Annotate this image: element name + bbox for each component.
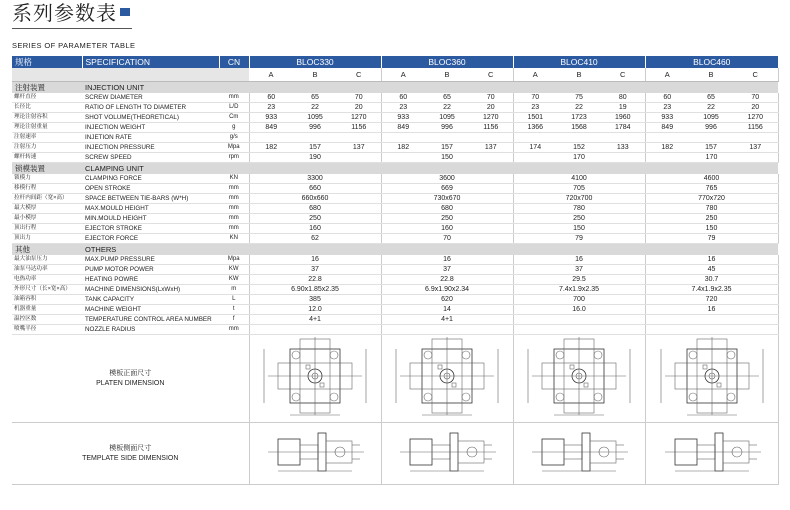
table-cell-value (557, 133, 601, 143)
section-title-zh: 注射装置 (12, 82, 82, 94)
header-model-bloc360: BLOC360 (381, 56, 513, 68)
row-unit: mm (219, 184, 249, 194)
table-cell-value (381, 325, 513, 335)
variant-label-a: A (249, 68, 293, 82)
row-label-en: TEMPERATURE CONTROL AREA NUMBER (82, 315, 219, 325)
table-cell-value: 137 (337, 143, 381, 153)
table-cell-value (513, 133, 557, 143)
table-cell-value: 16 (513, 255, 645, 265)
row-unit: f (219, 315, 249, 325)
table-cell-value: 37 (513, 265, 645, 275)
template-side-row-drawing (513, 423, 645, 485)
variant-label-c: C (337, 68, 381, 82)
table-cell-value: 720x700 (513, 194, 645, 204)
table-row (12, 93, 778, 103)
table-cell-value (513, 315, 645, 325)
table-cell-value: 4+1 (381, 315, 513, 325)
table-cell-value (249, 133, 293, 143)
header-model-bloc460: BLOC460 (645, 56, 778, 68)
variant-blank-cell (219, 68, 249, 82)
template-side-row-drawing (645, 423, 778, 485)
table-cell-value: 65 (689, 93, 733, 103)
table-cell-value (337, 133, 381, 143)
row-unit: Mpa (219, 255, 249, 265)
table-cell-value: 849 (645, 123, 689, 133)
row-unit: mm (219, 194, 249, 204)
row-label-en: INJECTION PRESSURE (82, 143, 219, 153)
row-unit: L/D (219, 103, 249, 113)
table-cell-value: 170 (645, 153, 778, 163)
table-cell-value: 250 (249, 214, 381, 224)
row-unit: Mpa (219, 143, 249, 153)
table-cell-value: 780 (645, 204, 778, 214)
row-label-zh: 温控区数 (12, 315, 82, 325)
table-cell-value: 16 (645, 255, 778, 265)
row-unit: L (219, 295, 249, 305)
table-cell-value (689, 133, 733, 143)
variant-label-c: C (601, 68, 645, 82)
table-row (12, 184, 778, 194)
variant-blank-cell (82, 68, 219, 82)
variant-blank-cell (12, 68, 82, 82)
platen-dimension-row-label (12, 335, 249, 423)
row-unit: m (219, 285, 249, 295)
table-cell-value: 160 (249, 224, 381, 234)
template-side-row-label-zh: 模板侧面尺寸 (109, 444, 152, 452)
platen-dimension-row (12, 335, 778, 423)
row-unit: mm (219, 224, 249, 234)
section-injection (12, 82, 778, 94)
table-cell-value: 70 (469, 93, 513, 103)
table-row (12, 194, 778, 204)
table-cell-value: 849 (249, 123, 293, 133)
page-title: 系列参数表 (12, 3, 117, 25)
row-label-zh: 锁模力 (12, 174, 82, 184)
table-cell-value: 1960 (601, 113, 645, 123)
table-cell-value: 933 (645, 113, 689, 123)
table-cell-value: 22 (293, 103, 337, 113)
table-cell-value: 65 (293, 93, 337, 103)
row-label-en: MIN.MOULD HEIGHT (82, 214, 219, 224)
row-label-en: MAX.PUMP PRESSURE (82, 255, 219, 265)
row-label-zh: 油泵马达功率 (12, 265, 82, 275)
table-row (12, 275, 778, 285)
header-model-bloc330: BLOC330 (249, 56, 381, 68)
table-cell-value: 1270 (337, 113, 381, 123)
section-title-en: INJECTION UNIT (82, 82, 778, 94)
row-unit: mm (219, 214, 249, 224)
table-cell-value (601, 133, 645, 143)
table-cell-value: 157 (689, 143, 733, 153)
variant-label-a: A (381, 68, 425, 82)
table-cell-value (293, 133, 337, 143)
row-unit: t (219, 305, 249, 315)
table-cell-value: 6.9x1.90x2.34 (381, 285, 513, 295)
table-cell-value: 23 (381, 103, 425, 113)
table-cell-value: 1723 (557, 113, 601, 123)
row-unit: KW (219, 265, 249, 275)
table-cell-value: 620 (381, 295, 513, 305)
table-cell-value (513, 325, 645, 335)
section-clamping (12, 163, 778, 175)
table-cell-value (733, 133, 778, 143)
platen-dimension-row-drawing (381, 335, 513, 423)
platen-dimension-row-drawing (513, 335, 645, 423)
header-specification: SPECIFICATION (82, 56, 219, 68)
table-cell-value: 150 (513, 224, 645, 234)
table-cell-value: 14 (381, 305, 513, 315)
table-cell-value: 22.8 (381, 275, 513, 285)
table-cell-value (645, 315, 778, 325)
table-cell-value: 7.4x1.9x2.35 (645, 285, 778, 295)
table-row (12, 255, 778, 265)
table-cell-value: 174 (513, 143, 557, 153)
table-cell-value: 700 (513, 295, 645, 305)
variant-label-a: A (645, 68, 689, 82)
table-row (12, 133, 778, 143)
platen-dimension-row-label-en: PLATEN DIMENSION (96, 379, 165, 387)
table-cell-value: 4+1 (249, 315, 381, 325)
platen-dimension-row-drawing (249, 335, 381, 423)
table-cell-value: 80 (601, 93, 645, 103)
table-row (12, 295, 778, 305)
table-cell-value: 705 (513, 184, 645, 194)
table-cell-value (381, 133, 425, 143)
table-cell-value: 1095 (689, 113, 733, 123)
table-cell-value: 60 (645, 93, 689, 103)
table-cell-value: 730x670 (381, 194, 513, 204)
table-cell-value: 660 (249, 184, 381, 194)
table-cell-value: 70 (337, 93, 381, 103)
table-cell-value: 60 (249, 93, 293, 103)
row-label-zh: 螺杆转速 (12, 153, 82, 163)
row-label-en: MAX.MOULD HEIGHT (82, 204, 219, 214)
row-label-en: PUMP MOTOR POWER (82, 265, 219, 275)
row-label-en: NOZZLE RADIUS (82, 325, 219, 335)
table-cell-value: 150 (381, 153, 513, 163)
row-unit: KW (219, 275, 249, 285)
table-cell-value: 1095 (425, 113, 469, 123)
table-cell-value: 45 (645, 265, 778, 275)
table-cell-value: 29.5 (513, 275, 645, 285)
table-cell-value: 137 (733, 143, 778, 153)
row-label-zh: 注射压力 (12, 143, 82, 153)
table-row (12, 325, 778, 335)
table-cell-value: 996 (689, 123, 733, 133)
table-cell-value: 16.0 (513, 305, 645, 315)
row-label-zh: 外形尺寸（长×宽×高） (12, 285, 82, 295)
table-cell-value: 65 (425, 93, 469, 103)
table-cell-value: 133 (601, 143, 645, 153)
table-cell-value: 70 (513, 93, 557, 103)
table-cell-value: 4600 (645, 174, 778, 184)
table-cell-value: 70 (733, 93, 778, 103)
row-label-zh: 移模行程 (12, 184, 82, 194)
table-cell-value: 20 (733, 103, 778, 113)
table-cell-value (645, 133, 689, 143)
table-row (12, 265, 778, 275)
table-cell-value: 20 (337, 103, 381, 113)
row-unit: g/s (219, 133, 249, 143)
table-cell-value: 152 (557, 143, 601, 153)
parameter-table (12, 56, 779, 485)
row-label-en: SHOT VOLUME(THEORETICAL) (82, 113, 219, 123)
row-label-zh: 理论注射容积 (12, 113, 82, 123)
table-cell-value: 157 (293, 143, 337, 153)
table-cell-value: 22 (689, 103, 733, 113)
platen-dimension-row-drawing (645, 335, 778, 423)
table-cell-value: 37 (381, 265, 513, 275)
table-cell-value: 23 (645, 103, 689, 113)
template-side-row (12, 423, 778, 485)
table-cell-value: 137 (469, 143, 513, 153)
table-cell-value: 12.0 (249, 305, 381, 315)
table-cell-value: 79 (513, 234, 645, 244)
table-row (12, 113, 778, 123)
table-cell-value: 1095 (293, 113, 337, 123)
table-cell-value: 1784 (601, 123, 645, 133)
table-cell-value: 4100 (513, 174, 645, 184)
table-cell-value: 23 (249, 103, 293, 113)
row-label-en: RATIO OF LENGTH TO DIAMETER (82, 103, 219, 113)
table-cell-value: 385 (249, 295, 381, 305)
table-cell-value: 250 (645, 214, 778, 224)
row-label-zh: 长径比 (12, 103, 82, 113)
row-label-zh: 螺杆直径 (12, 93, 82, 103)
table-cell-value: 669 (381, 184, 513, 194)
table-cell-value: 170 (513, 153, 645, 163)
row-label-zh: 机器重量 (12, 305, 82, 315)
row-unit: mm (219, 93, 249, 103)
table-row (12, 285, 778, 295)
table-cell-value: 22.8 (249, 275, 381, 285)
table-row (12, 123, 778, 133)
table-cell-value: 62 (249, 234, 381, 244)
row-label-zh: 电热功率 (12, 275, 82, 285)
row-unit: KN (219, 234, 249, 244)
template-side-row-label-en: TEMPLATE SIDE DIMENSION (82, 454, 179, 462)
row-label-en: EJECTOR FORCE (82, 234, 219, 244)
table-cell-value: 3300 (249, 174, 381, 184)
platen-dimension-row-label-zh: 模板正面尺寸 (109, 369, 152, 377)
header-model-bloc410: BLOC410 (513, 56, 645, 68)
row-label-zh: 油箱容积 (12, 295, 82, 305)
page-subtitle: SERIES OF PARAMETER TABLE (12, 41, 136, 50)
table-cell-value: 250 (513, 214, 645, 224)
row-label-en: TANK CAPACITY (82, 295, 219, 305)
row-unit: KN (219, 174, 249, 184)
row-unit: mm (219, 204, 249, 214)
table-header-row (12, 56, 778, 68)
variant-label-c: C (469, 68, 513, 82)
table-row (12, 224, 778, 234)
table-cell-value: 1156 (337, 123, 381, 133)
table-row (12, 103, 778, 113)
table-cell-value: 720 (645, 295, 778, 305)
variant-label-c: C (733, 68, 778, 82)
row-label-en: CLAMPING FORCE (82, 174, 219, 184)
table-cell-value: 1270 (469, 113, 513, 123)
table-row (12, 174, 778, 184)
variant-label-b: B (557, 68, 601, 82)
row-unit: g (219, 123, 249, 133)
table-cell-value: 250 (381, 214, 513, 224)
table-cell-value: 770x720 (645, 194, 778, 204)
row-label-en: SCREW DIAMETER (82, 93, 219, 103)
template-side-row-drawing (381, 423, 513, 485)
table-row (12, 234, 778, 244)
table-cell-value: 780 (513, 204, 645, 214)
table-cell-value: 1156 (469, 123, 513, 133)
table-cell-value: 996 (425, 123, 469, 133)
row-label-en: HEATING POWRE (82, 275, 219, 285)
row-label-zh: 最大模厚 (12, 204, 82, 214)
table-row (12, 315, 778, 325)
row-label-zh: 注射速率 (12, 133, 82, 143)
table-cell-value (469, 133, 513, 143)
header-cn: CN (219, 56, 249, 68)
row-label-zh: 理论注射重量 (12, 123, 82, 133)
template-side-row-drawing (249, 423, 381, 485)
table-cell-value: 20 (469, 103, 513, 113)
table-cell-value: 160 (381, 224, 513, 234)
row-label-en: MACHINE WEIGHT (82, 305, 219, 315)
variant-header-row (12, 68, 778, 82)
parameter-table-container (12, 56, 778, 485)
table-cell-value: 190 (249, 153, 381, 163)
table-cell-value: 182 (249, 143, 293, 153)
table-cell-value: 22 (425, 103, 469, 113)
row-label-zh: 顶出力 (12, 234, 82, 244)
table-cell-value: 765 (645, 184, 778, 194)
table-cell-value: 70 (381, 234, 513, 244)
table-cell-value: 849 (381, 123, 425, 133)
variant-label-a: A (513, 68, 557, 82)
table-cell-value: 30.7 (645, 275, 778, 285)
template-side-row-label (12, 423, 249, 485)
row-label-zh: 喷嘴半径 (12, 325, 82, 335)
row-label-zh: 顶出行程 (12, 224, 82, 234)
row-label-en: SCREW SPEED (82, 153, 219, 163)
table-cell-value: 680 (381, 204, 513, 214)
table-cell-value: 1366 (513, 123, 557, 133)
table-row (12, 214, 778, 224)
header-zh: 规格 (12, 56, 82, 68)
variant-label-b: B (293, 68, 337, 82)
table-cell-value: 16 (381, 255, 513, 265)
table-cell-value: 1156 (733, 123, 778, 133)
table-cell-value: 1568 (557, 123, 601, 133)
table-cell-value: 7.4x1.9x2.35 (513, 285, 645, 295)
table-row (12, 153, 778, 163)
table-cell-value: 680 (249, 204, 381, 214)
section-others (12, 244, 778, 256)
table-cell-value: 996 (293, 123, 337, 133)
row-label-zh: 拉杆内间距（宽×高） (12, 194, 82, 204)
table-cell-value: 3600 (381, 174, 513, 184)
row-label-en: EJECTOR STROKE (82, 224, 219, 234)
table-cell-value: 79 (645, 234, 778, 244)
table-cell-value: 1270 (733, 113, 778, 123)
row-label-en: INJECTION WEIGHT (82, 123, 219, 133)
table-cell-value: 19 (601, 103, 645, 113)
title-accent-bar (120, 8, 130, 16)
table-cell-value: 37 (249, 265, 381, 275)
row-unit: rpm (219, 153, 249, 163)
table-cell-value: 157 (425, 143, 469, 153)
row-label-en: MACHINE DIMENSIONS(LxWxH) (82, 285, 219, 295)
table-cell-value: 933 (249, 113, 293, 123)
title-underline (12, 28, 132, 29)
variant-label-b: B (425, 68, 469, 82)
table-cell-value (425, 133, 469, 143)
table-cell-value (645, 325, 778, 335)
variant-label-b: B (689, 68, 733, 82)
table-cell-value: 933 (381, 113, 425, 123)
row-unit: mm (219, 325, 249, 335)
table-cell-value: 6.90x1.85x2.35 (249, 285, 381, 295)
section-title-zh: 其他 (12, 244, 82, 256)
row-label-en: SPACE BETWEEN TIE-BARS (W*H) (82, 194, 219, 204)
table-cell-value: 22 (557, 103, 601, 113)
table-row (12, 305, 778, 315)
table-cell-value: 182 (645, 143, 689, 153)
table-row (12, 204, 778, 214)
row-label-en: INJETION RATE (82, 133, 219, 143)
table-cell-value: 75 (557, 93, 601, 103)
section-title-en: OTHERS (82, 244, 778, 256)
table-cell-value (249, 325, 381, 335)
table-cell-value: 182 (381, 143, 425, 153)
table-cell-value: 150 (645, 224, 778, 234)
row-label-zh: 最小模厚 (12, 214, 82, 224)
table-cell-value: 16 (645, 305, 778, 315)
section-title-en: CLAMPING UNIT (82, 163, 778, 175)
row-label-zh: 最大油泵压力 (12, 255, 82, 265)
table-cell-value: 1501 (513, 113, 557, 123)
table-row (12, 143, 778, 153)
table-cell-value: 60 (381, 93, 425, 103)
table-cell-value: 16 (249, 255, 381, 265)
row-label-en: OPEN STROKE (82, 184, 219, 194)
table-cell-value: 23 (513, 103, 557, 113)
table-cell-value: 660x660 (249, 194, 381, 204)
row-unit: Cm (219, 113, 249, 123)
section-title-zh: 锁模装置 (12, 163, 82, 175)
